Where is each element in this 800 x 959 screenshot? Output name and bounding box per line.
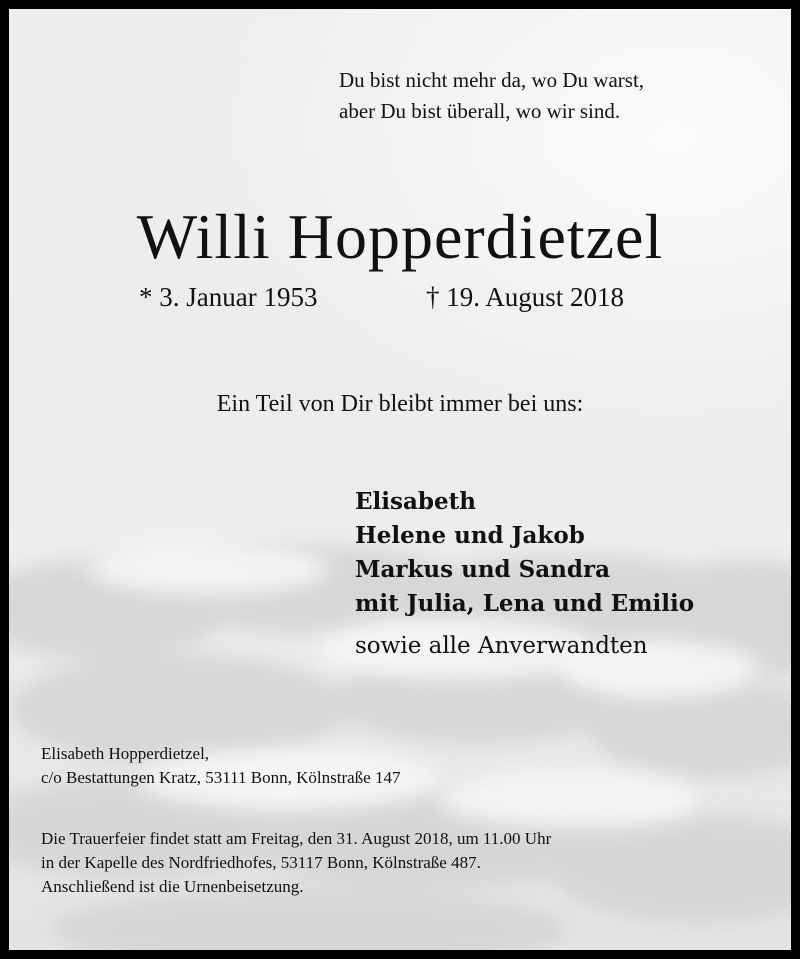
relatives-line: sowie alle Anverwandten (355, 633, 648, 659)
ceremony-line: Anschließend ist die Urnenbeisetzung. (41, 877, 304, 896)
mourner-name: mit Julia, Lena und Emilio (355, 590, 695, 617)
quote-line: aber Du bist überall, wo wir sind. (339, 99, 621, 123)
address-line: c/o Bestattungen Kratz, 53111 Bonn, Kölnstraße 147 (41, 768, 401, 787)
deceased-name: Willi Hopperdietzel (136, 201, 664, 272)
mourner-name: Helene und Jakob (355, 522, 585, 549)
address-line: Elisabeth Hopperdietzel, (41, 744, 210, 763)
death-date: † 19. August 2018 (426, 282, 625, 312)
mourner-name: Markus und Sandra (355, 556, 610, 583)
ceremony-line: Die Trauerfeier findet statt am Freitag, den 31. August 2018, um 11.00 Uhr (41, 829, 552, 848)
ceremony-line: in der Kapelle des Nordfriedhofes, 53117 Bonn, Kölnstraße 487. (41, 853, 481, 872)
mourners-list (355, 485, 694, 621)
birth-date: * 3. Januar 1953 (139, 282, 318, 312)
memorial-quote (339, 65, 644, 127)
ceremony-info (41, 827, 551, 899)
clouds-background-image (9, 9, 791, 950)
quote-line: Du bist nicht mehr da, wo Du warst, (339, 68, 645, 92)
contact-address (41, 742, 400, 790)
mourner-name: Elisabeth (355, 488, 476, 515)
tribute-line: Ein Teil von Dir bleibt immer bei uns: (216, 391, 584, 417)
